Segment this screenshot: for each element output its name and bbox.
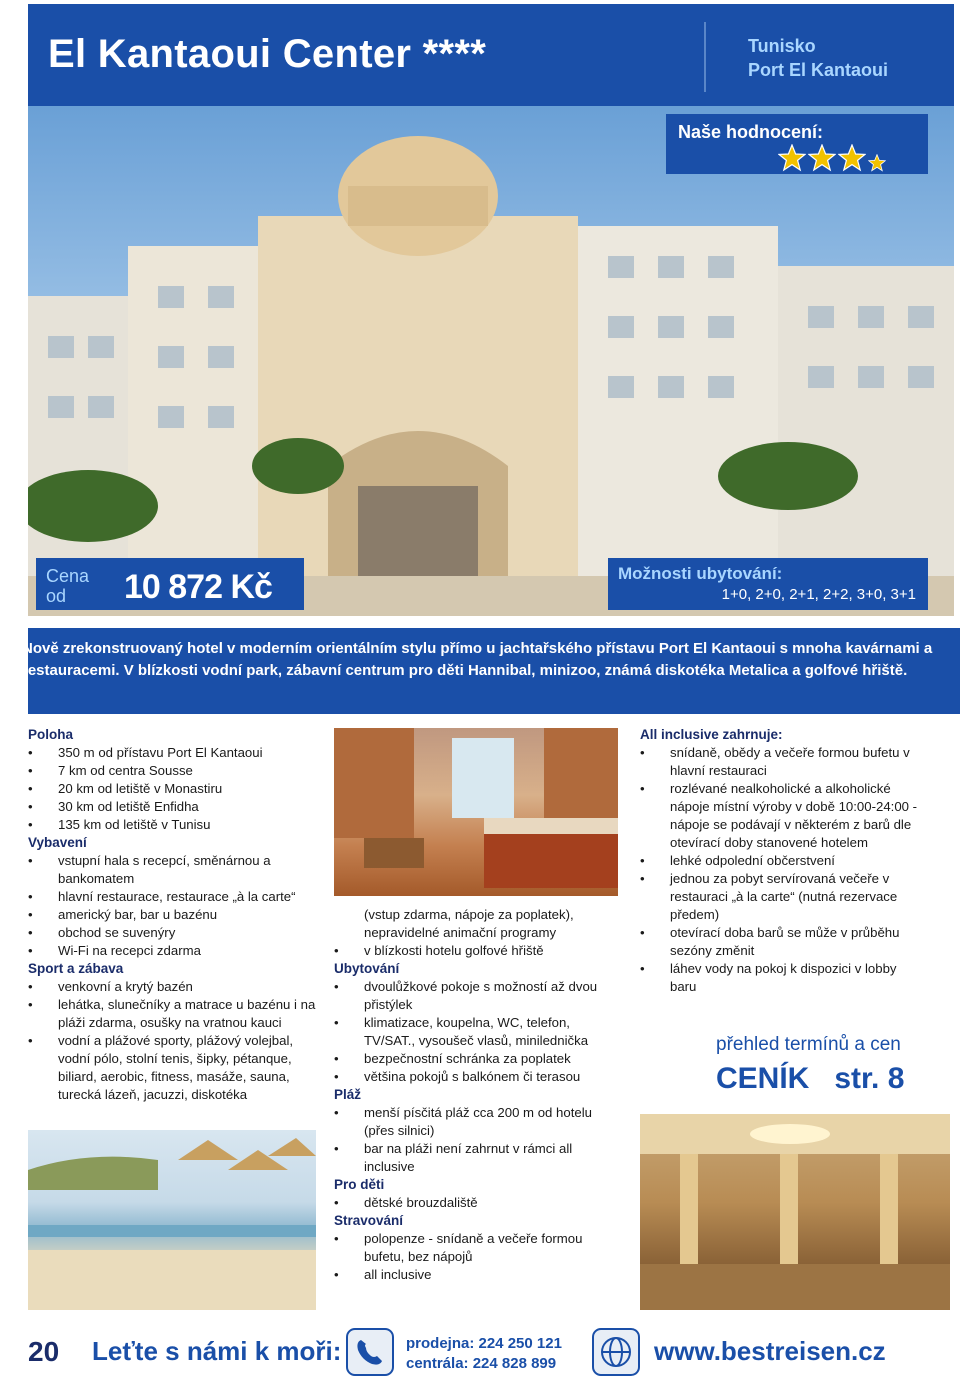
list-item: • dětské brouzdaliště [334,1194,624,1212]
location-city: Port El Kantaoui [748,60,889,80]
rating-stars [778,144,886,172]
list-item: • snídaně, obědy a večeře formou bufetu v hlavní restauraci [640,744,925,780]
list-all-inclusive [640,744,925,996]
room-illustration [334,728,618,896]
website-link[interactable]: www.bestreisen.cz [654,1336,886,1366]
list-item: • klimatizace, koupelna, WC, telefon, TV/SAT., vysoušeč vlasů, minilednička [334,1014,624,1050]
list-cont [334,942,624,960]
section-all-inclusive-title: All inclusive zahrnuje: [640,727,783,742]
left-column [28,726,318,1104]
list-item: • 135 km od letiště v Tunisu [28,816,318,834]
hotel-title: El Kantaoui Center **** [48,32,487,76]
continuation-text: (vstup zdarma, nápoje za poplatek), nepravidelné animační programy [364,907,574,940]
list-item: • rozlévané nealkoholické a alkoholické nápoje místní výroby v době 10:00-24:00 - nápoje se podávají v některém z barů dle otevírací doby stanovené hotelem [640,780,925,852]
section-deti-title: Pro děti [334,1177,385,1192]
list-item: • většina pokojů s balkónem či terasou [334,1068,624,1086]
list-item: • dvoulůžkové pokoje s možností až dvou přistýlek [334,978,624,1014]
rating-box [666,114,928,174]
occupancy-value: 1+0, 2+0, 2+1, 2+2, 3+0, 3+1 [721,586,916,603]
section-ubytovani-title: Ubytování [334,961,400,976]
section-stravovani-title: Stravování [334,1213,404,1228]
list-item: • bezpečnostní schránka za poplatek [334,1050,624,1068]
list-item: • jednou za pobyt servírovaná večeře v restauraci „à la carte“ (nutná rezervace předem) [640,870,925,924]
intro-text: Nově zrekonstruovaný hotel v moderním orientálním stylu přímo u jachtařského přístavu Port El Kantaoui s mnoha kavárnami a restauracemi. V blízkosti vodní park, zábavní centrum pro děti Hannibal, minizoo, známá diskotéka Metalica a golfové hřiště. [22,640,933,679]
list-item: • láhev vody na pokoj k dispozici v lobby baru [640,960,925,996]
list-deti [334,1194,624,1212]
list-item: • hlavní restaurace, restaurace „à la carte“ [28,888,318,906]
occupancy-box [608,558,928,610]
star-icon [838,144,866,172]
price-label: Cena od [46,566,90,606]
list-item: • vstupní hala s recepcí, směnárnou a bankomatem [28,852,318,888]
page-number: 20 [28,1336,60,1367]
list-item: • menší písčitá pláž cca 200 m od hotelu (přes silnici) [334,1104,624,1140]
list-vybaveni [28,852,318,960]
list-item: • lehké odpolední občerstvení [640,852,925,870]
section-vybaveni-title: Vybavení [28,835,87,850]
list-item: • bar na pláži není zahrnut v rámci all inclusive [334,1140,624,1176]
middle-column [334,906,624,1284]
price-list-link[interactable]: přehled termínů a cen [716,1034,901,1055]
list-item: • Wi-Fi na recepci zdarma [28,942,318,960]
lobby-illustration [640,1114,950,1310]
list-poloha [28,744,318,834]
lobby-photo [640,1114,950,1310]
occupancy-label: Možnosti ubytování: [618,564,783,583]
beach-photo [28,1130,316,1310]
hotel-building-illustration [28,106,954,616]
list-item: • 20 km od letiště v Monastiru [28,780,318,798]
list-stravovani [334,1230,624,1284]
section-poloha-title: Poloha [28,727,74,742]
right-column [640,726,925,996]
list-sport [28,978,318,1104]
list-item: • all inclusive [334,1266,624,1284]
globe-icon [592,1328,640,1376]
list-item: • venkovní a krytý bazén [28,978,318,996]
list-item: • lehátka, slunečníky a matrace u bazénu i na pláži zdarma, osušky na vratnou kauci [28,996,318,1032]
footer-slogan: Leťte s námi k moři: [92,1336,342,1366]
section-plaz-title: Pláž [334,1087,362,1102]
section-sport-title: Sport a zábava [28,961,124,976]
list-item: • vodní a plážové sporty, plážový volejbal, vodní pólo, stolní tenis, šipky, pétanque, biliard, aerobic, fitness, masáže, sauna, turecká lázeň, jacuzzi, diskotéka [28,1032,318,1104]
beach-illustration [28,1130,316,1310]
list-item: • v blízkosti hotelu golfové hřiště [334,942,624,960]
header-bar [28,4,954,106]
phone-centrala[interactable]: centrála: 224 828 899 [406,1355,557,1372]
location [748,34,888,82]
price-box [36,558,304,610]
price-list-page-ref[interactable]: CENÍK str. 8 [716,1062,905,1095]
phone-icon [346,1328,394,1376]
list-item: • americký bar, bar u bazénu [28,906,318,924]
hotel-photo [28,106,954,616]
list-ubytovani [334,978,624,1086]
list-plaz [334,1104,624,1176]
list-item: • obchod se suvenýry [28,924,318,942]
intro-band [22,628,960,714]
star-icon [808,144,836,172]
location-country: Tunisko [748,36,816,56]
list-item: • 350 m od přístavu Port El Kantaoui [28,744,318,762]
list-item: • otevírací doba barů se může v průběhu sezóny změnit [640,924,925,960]
list-item: • 30 km od letiště Enfidha [28,798,318,816]
room-photo [334,728,618,896]
footer-contact [406,1334,562,1374]
half-star-icon [868,154,886,172]
star-icon [778,144,806,172]
list-item: • 7 km od centra Sousse [28,762,318,780]
phone-prodejna[interactable]: prodejna: 224 250 121 [406,1335,562,1352]
header-divider [704,22,706,92]
price-value: 10 872 Kč [124,568,272,606]
rating-label: Naše hodnocení: [678,122,824,142]
list-item: • polopenze - snídaně a večeře formou bufetu, bez nápojů [334,1230,624,1266]
